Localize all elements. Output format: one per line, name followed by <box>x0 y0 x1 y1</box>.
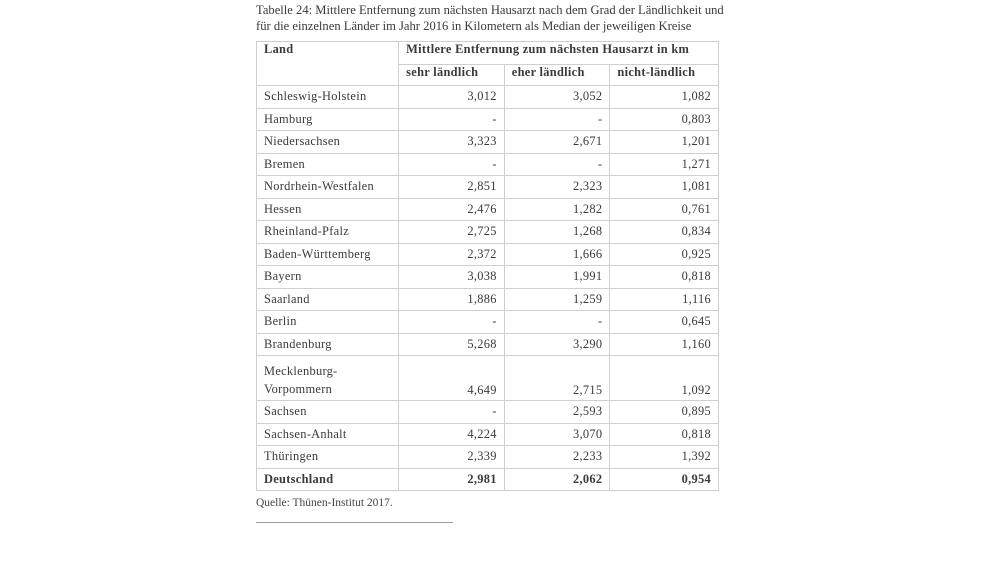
land-cell: Berlin <box>257 311 399 334</box>
table-row <box>257 243 719 266</box>
distance-table <box>256 41 719 491</box>
value-cell: 0,645 <box>610 311 719 334</box>
value-cell: 2,981 <box>399 468 505 491</box>
footnote-rule <box>256 522 453 523</box>
value-cell: 3,052 <box>504 86 610 109</box>
value-cell: - <box>399 108 505 131</box>
table-caption: Tabelle 24: Mittlere Entfernung zum nächsten Hausarzt nach dem Grad der Ländlichkeit und für die einzelnen Länder im Jahr 2016 in Kilometern als Median der jeweiligen Kreise <box>256 3 724 33</box>
header-land: Land <box>257 42 399 86</box>
value-cell: 1,268 <box>504 221 610 244</box>
value-cell: 3,038 <box>399 266 505 289</box>
land-cell: Sachsen-Anhalt <box>257 423 399 446</box>
table-row <box>257 153 719 176</box>
table-body <box>257 86 719 491</box>
value-cell: 2,476 <box>399 198 505 221</box>
land-cell: Brandenburg <box>257 333 399 356</box>
document <box>256 3 726 523</box>
value-cell: 2,372 <box>399 243 505 266</box>
land-cell: Thüringen <box>257 446 399 469</box>
value-cell: 3,290 <box>504 333 610 356</box>
land-cell: Sachsen <box>257 401 399 424</box>
total-row <box>257 468 719 491</box>
value-cell: 2,725 <box>399 221 505 244</box>
value-cell: 1,082 <box>610 86 719 109</box>
value-cell: 1,392 <box>610 446 719 469</box>
value-cell: - <box>399 401 505 424</box>
value-cell: 3,070 <box>504 423 610 446</box>
value-cell: 1,116 <box>610 288 719 311</box>
value-cell: 5,268 <box>399 333 505 356</box>
table-row <box>257 333 719 356</box>
value-cell: 2,339 <box>399 446 505 469</box>
value-cell: 1,991 <box>504 266 610 289</box>
land-cell: Schleswig-Holstein <box>257 86 399 109</box>
value-cell: 0,895 <box>610 401 719 424</box>
land-cell: Bayern <box>257 266 399 289</box>
value-cell: 2,323 <box>504 176 610 199</box>
value-cell: 2,671 <box>504 131 610 154</box>
land-cell: Deutschland <box>257 468 399 491</box>
value-cell: 1,271 <box>610 153 719 176</box>
header-row-1 <box>257 42 719 65</box>
value-cell: 2,715 <box>504 356 610 401</box>
header-nicht-laendlich: nicht-ländlich <box>610 65 719 86</box>
table-row <box>257 266 719 289</box>
value-cell: 2,062 <box>504 468 610 491</box>
value-cell: 1,092 <box>610 356 719 401</box>
table-row <box>257 221 719 244</box>
land-name: Mecklenburg-Vorpommern <box>264 364 338 396</box>
table-row <box>257 288 719 311</box>
table-row <box>257 198 719 221</box>
table-row <box>257 131 719 154</box>
land-cell: Hessen <box>257 198 399 221</box>
value-cell: 1,081 <box>610 176 719 199</box>
header-sehr-laendlich: sehr ländlich <box>399 65 505 86</box>
value-cell: 0,954 <box>610 468 719 491</box>
value-cell: - <box>399 311 505 334</box>
value-cell: 2,851 <box>399 176 505 199</box>
value-cell: 4,649 <box>399 356 505 401</box>
table-row <box>257 356 719 401</box>
table-row <box>257 86 719 109</box>
value-cell: 3,323 <box>399 131 505 154</box>
table-row <box>257 108 719 131</box>
value-cell: 2,593 <box>504 401 610 424</box>
table-row <box>257 401 719 424</box>
table-row <box>257 311 719 334</box>
value-cell: 0,803 <box>610 108 719 131</box>
table-row <box>257 423 719 446</box>
value-cell: 1,282 <box>504 198 610 221</box>
land-cell: Baden-Württemberg <box>257 243 399 266</box>
land-cell: Rheinland-Pfalz <box>257 221 399 244</box>
header-group: Mittlere Entfernung zum nächsten Hausarzt in km <box>399 42 719 65</box>
value-cell: - <box>399 153 505 176</box>
value-cell: 1,666 <box>504 243 610 266</box>
header-eher-laendlich: eher ländlich <box>504 65 610 86</box>
land-cell: Niedersachsen <box>257 131 399 154</box>
value-cell: 1,886 <box>399 288 505 311</box>
value-cell: 0,834 <box>610 221 719 244</box>
value-cell: 0,818 <box>610 266 719 289</box>
value-cell: - <box>504 311 610 334</box>
value-cell: 0,925 <box>610 243 719 266</box>
value-cell: - <box>504 108 610 131</box>
land-cell: Saarland <box>257 288 399 311</box>
value-cell: 4,224 <box>399 423 505 446</box>
value-cell: 1,259 <box>504 288 610 311</box>
land-cell: Hamburg <box>257 108 399 131</box>
value-cell: 3,012 <box>399 86 505 109</box>
source-note: Quelle: Thünen-Institut 2017. <box>256 497 393 509</box>
land-cell: Bremen <box>257 153 399 176</box>
value-cell: 0,761 <box>610 198 719 221</box>
value-cell: 0,818 <box>610 423 719 446</box>
value-cell: 1,160 <box>610 333 719 356</box>
land-cell: Nordrhein-Westfalen <box>257 176 399 199</box>
table-row <box>257 176 719 199</box>
table-row <box>257 446 719 469</box>
value-cell: 2,233 <box>504 446 610 469</box>
value-cell: - <box>504 153 610 176</box>
value-cell: 1,201 <box>610 131 719 154</box>
land-cell <box>257 356 399 401</box>
